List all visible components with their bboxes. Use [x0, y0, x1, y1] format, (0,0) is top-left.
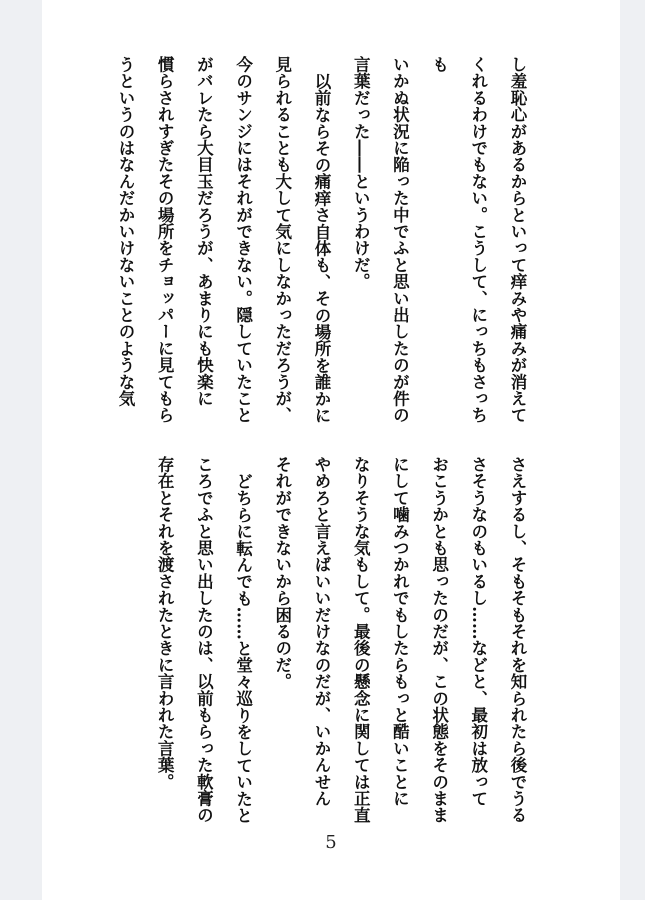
text-line: いかぬ状況に陥った中でふと思い出したのが件の: [390, 56, 410, 424]
text-line: 言葉だった――というわけだ。: [351, 56, 371, 290]
text-line: なりそうな気もして。最後の懸念に関しては正直: [351, 456, 371, 824]
text-line: さそうなのもいるし……などと、最初は放って: [468, 456, 488, 807]
text-line: くれるわけでもない。こうして、にっちもさっちも: [429, 56, 488, 424]
text-line: それができないから困るのだ。: [272, 456, 292, 690]
text-line: し羞恥心があるからといって痒みや痛みが消えて: [508, 56, 527, 424]
text-line: 見られることも大して気にしなかっただろうが、: [272, 56, 292, 424]
text-line: ころでふと思い出したのは、以前もらった軟膏の: [194, 456, 214, 824]
text-line: 存在とそれを渡されたときに言われた言葉。: [155, 456, 175, 790]
book-page: [42, 0, 620, 900]
text-line: 慣らされすぎたその場所をチョッパーに見てもら: [155, 56, 175, 424]
text-line: 今のサンジにはそれができない。隠していたこと: [233, 56, 253, 424]
text-line: がバレたら大目玉だろうが、あまりにも快楽に: [194, 56, 214, 407]
text-line: にして噛みつかれでもしたらもっと酷いことに: [390, 456, 410, 807]
upper-text-block: [106, 56, 537, 426]
text-line: おこうかとも思ったのだが、この状態をそのまま: [429, 456, 449, 824]
text-line: やめろと言えばいいだけなのだが、いかんせん: [311, 456, 331, 807]
text-line: うというのはなんだかいけないことのような気: [115, 56, 135, 407]
page-number: 5: [325, 832, 337, 853]
text-line: 以前ならその痛痒さ自体も、その場所を誰かに: [311, 72, 331, 424]
lower-text-block: [145, 456, 537, 826]
text-line: さえするし、そもそもそれを知られたら後でうる: [508, 456, 527, 824]
text-line: どちらに転んでも……と堂々巡りをしていたと: [233, 472, 253, 824]
